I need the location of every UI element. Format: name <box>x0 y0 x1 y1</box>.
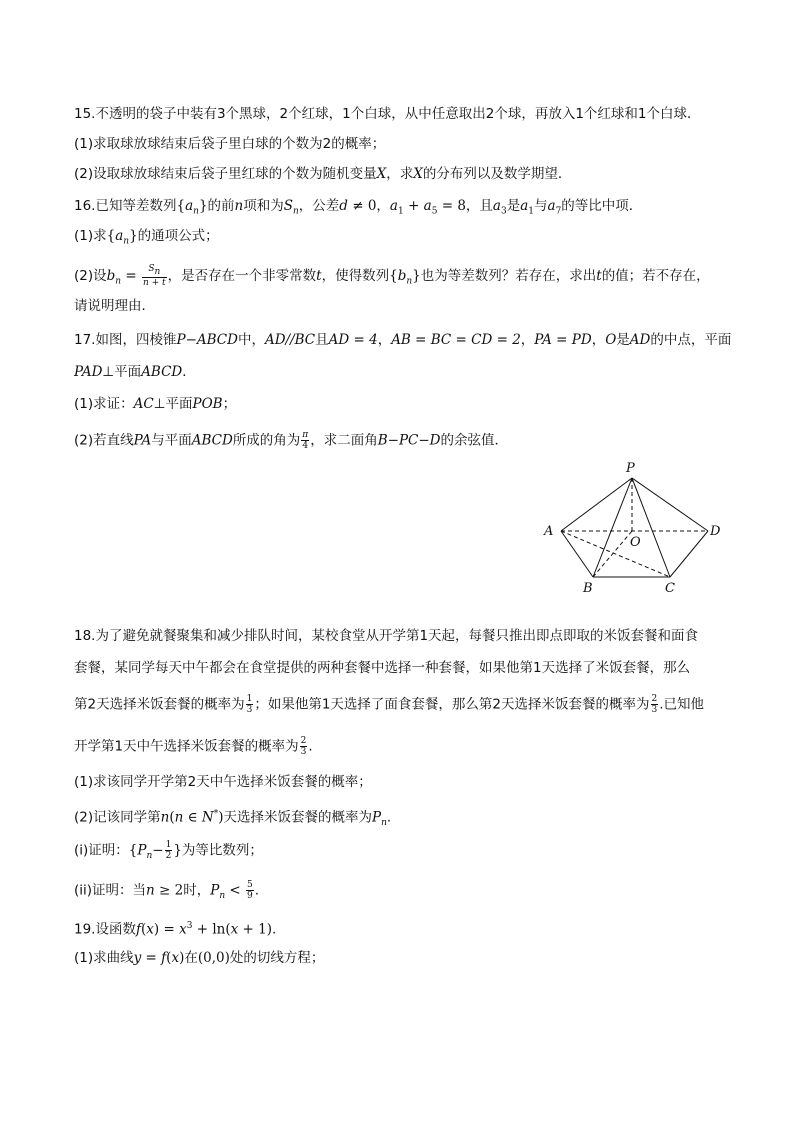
q17-line2: PAD⊥平面ABCD． <box>74 364 196 380</box>
fraction-2-3-b: $\frac{2}{3}$ <box>300 736 307 757</box>
label-c: C <box>665 581 675 596</box>
fraction-sn-over-n-plus-t: $\frac{S_n}{n + t}$ <box>142 264 166 288</box>
fraction-1-2: $\frac{1}{2}$ <box>165 840 172 861</box>
q19-line1: 19.设函数$f(x) = x^3 + \ln(x + 1)$. <box>74 921 277 938</box>
q18-line2: 套餐，某同学每天中午都会在食堂提供的两种套餐中选择一种套餐，如果他第1天选择了米饭套餐，那么 <box>74 660 691 676</box>
fraction-1-3: $\frac{1}{3}$ <box>246 694 253 715</box>
q19-part1: (1)求曲线y = f(x)在(0,0)处的切线方程； <box>74 950 325 966</box>
q18-line3: 第2天选择米饭套餐的概率为 $\frac{1}{3}$ ；如果他第1天选择了面食套餐，那么第2天选择米饭套餐的概率为 $\frac{2}{3}$ .已知他 <box>74 694 705 715</box>
label-p: P <box>626 461 635 476</box>
q18-line1: 18.为了避免就餐聚集和减少排队时间，某校食堂从开学第1天起，每餐只推出即点即取的米饭套餐和面食 <box>74 628 699 644</box>
q18-part2-ii: (ii)证明：当n ≥ 2时，$P_n$ < $\frac{5}{9}$ . <box>74 880 260 902</box>
q15-part2: (2)设取球放球结束后袋子里红球的个数为随机变量X，求X的分布列以及数学期望． <box>74 166 572 182</box>
q18-part2-i: (i)证明：{$P_n-$ $\frac{1}{2}$ }为等比数列； <box>74 840 263 862</box>
q17-line1: 17.如图，四棱锥P−ABCD中，AD//BC且AD = 4，AB = BC = CD = 2，PA = PD，O是AD的中点，平面 <box>74 332 732 348</box>
label-b: B <box>583 581 593 596</box>
q15-line1: 15.不透明的袋子中装有3个黑球，2个红球，1个白球，从中任意取出2个球，再放入1个红球和1个白球． <box>74 106 701 122</box>
fraction-2-3: $\frac{2}{3}$ <box>651 694 658 715</box>
q16-part1: (1)求$\{a_n\}$的通项公式； <box>74 228 219 247</box>
edge-pc <box>632 478 670 577</box>
q18-part1: (1)求该同学开学第2天中午选择米饭套餐的概率； <box>74 774 372 790</box>
q18-part2: (2)记该同学第n(n ∈ N*)天选择米饭套餐的概率为$P_n$. <box>74 809 392 829</box>
q18-line4: 开学第1天中午选择米饭套餐的概率为 $\frac{2}{3}$ . <box>74 736 313 757</box>
fraction-5-9: $\frac{5}{9}$ <box>247 880 253 901</box>
dashed-ob <box>593 531 632 577</box>
edge-cd <box>670 531 708 577</box>
label-a: A <box>544 524 554 539</box>
q16-part2-line2: 请说明理由． <box>74 298 155 314</box>
fraction-pi-over-4: $\frac{\pi}{4}$ <box>302 430 309 451</box>
q16-line1: 16.已知等差数列$\{a_n\}$的前n项和为$S_n$，公差d ≠ 0，$a_1 + a_5 = 8$，且$a_3$是$a_1$与$a_7$的等比中项． <box>74 198 643 217</box>
q15-part1: (1)求取球放球结束后袋子里白球的个数为2的概率； <box>74 136 386 152</box>
edge-pd <box>632 478 708 531</box>
label-o: O <box>630 535 641 550</box>
q16-part2-line1: (2)设$b_n$ = $\frac{S_n}{n + t}$ ，是否存在一个非零常数t，使得数列$\{b_n\}$也为等差数列？若存在，求出t的值；若不存在， <box>74 264 710 288</box>
pyramid-figure <box>536 458 726 598</box>
label-d: D <box>710 524 721 539</box>
q17-part1: (1)求证：AC⊥平面POB； <box>74 396 237 412</box>
q17-part2: (2)若直线PA与平面ABCD所成的角为 $\frac{\pi}{4}$ ，求二面角B−PC−D的余弦值． <box>74 430 508 451</box>
